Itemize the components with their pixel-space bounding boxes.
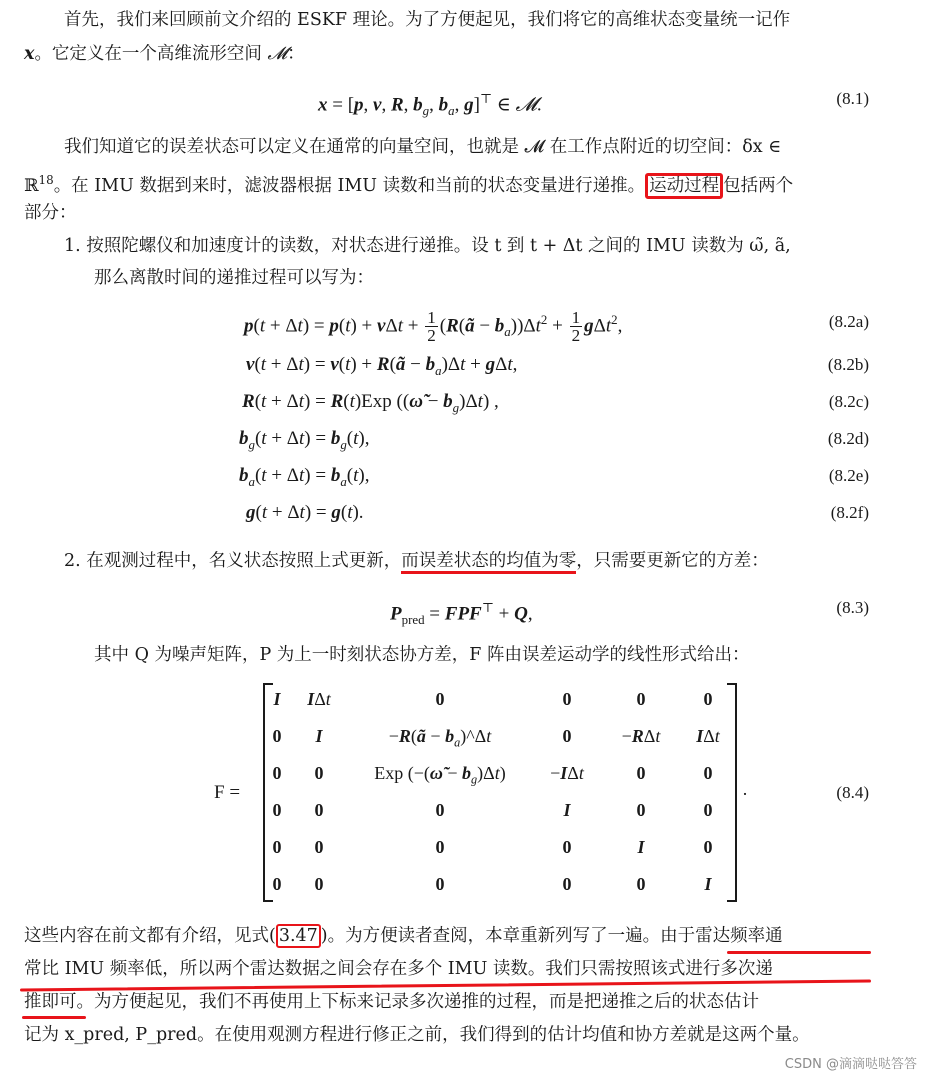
equation-number-8-2c: (8.2c)	[828, 392, 869, 411]
reals-dimension: 18	[38, 173, 54, 187]
item1-line-1: 1. 按照陀螺仪和加速度计的读数，对状态进行递推。设 t 到 t + Δt 之间的 IMU 读数为 ω̃, ã,	[64, 236, 791, 256]
equation-8-2a: p(t + Δt) = p(t) + vΔt + $\frac{1}{2}$ (R(ã − $b_a))\Delta t^2$ + $\frac{1}{2}$ gΔt$^2$,	[244, 307, 623, 346]
final-text-3b: 。为方便起见，我们不再使用上下标来记录多次递推的过程，而是把递推之后的状态估计	[76, 992, 759, 1012]
equation-8-2b: v(t + Δt) = v(t) + R(ã − $b_a)\Delta t + g\Delta t$,	[246, 354, 518, 378]
final-line-2	[24, 955, 869, 983]
equation-number-8-2e: (8.2e)	[828, 466, 869, 485]
equation-number-8-3: (8.3)	[836, 598, 869, 617]
equation-8-3: $P_{pred} = FPF^⊤ + Q$,	[390, 600, 533, 628]
equation-8-2f: g(t + Δt) = g(t).	[246, 502, 364, 523]
equation-8-2e: $b_a(t + \Delta t) = b_a(t)$,	[239, 465, 370, 489]
equation-number-8-2a: (8.2a)	[828, 312, 869, 331]
equation-reference-link[interactable]: 3.47	[276, 924, 321, 948]
equation-number-8-2d: (8.2d)	[827, 429, 869, 448]
final-line-3	[24, 988, 869, 1016]
item1-line-2: 那么离散时间的递推过程可以写为：	[94, 268, 374, 288]
watermark: CSDN @滴滴哒哒答答	[784, 1057, 917, 1072]
underline-3	[22, 1016, 86, 1019]
equation-number-8-2b: (8.2b)	[827, 355, 869, 374]
para2-line-3: 部分：	[24, 203, 77, 223]
para2-text-1: 我们知道它的误差状态可以定义在通常的向量空间，也就是 𝓜 在工作点附近的切空间：δx ∈	[64, 137, 782, 157]
intro-text-1: 首先，我们来回顾前文介绍的 ESKF 理论。为了方便起见，我们将它的高维状态变量统一记作	[64, 10, 791, 30]
equation-number-8-4: (8.4)	[836, 783, 869, 802]
equation-8-1: x = [p, v, R, $b_g$, $b_a$, g]⊤ ∈ 𝓜.	[318, 91, 542, 119]
intro-text-2: 。它定义在一个高维流形空间	[34, 44, 268, 64]
equation-number-8-1: (8.1)	[836, 89, 869, 108]
equation-8-4-lhs: F =	[214, 782, 241, 803]
matrix-right-bracket	[727, 683, 737, 902]
final-text-1c: 由于雷达频率通	[660, 926, 783, 946]
final-text-1b: )。为方便读者查阅，本章重新列写了一遍。	[320, 926, 661, 946]
para2-line-2	[24, 166, 869, 200]
equation-number-8-2f: (8.2f)	[830, 503, 869, 522]
final-text-1a: 这些内容在前文都有介绍，见式(	[24, 926, 276, 946]
motion-process-highlight: 运动过程	[645, 173, 723, 199]
final-line-1	[24, 922, 869, 950]
para3-line: 其中 Q 为噪声矩阵，P 为上一时刻状态协方差，F 阵由误差运动学的线性形式给出：	[94, 645, 750, 665]
para2-text-2: 。在 IMU 数据到来时，滤波器根据 IMU 读数和当前的状态变量进行递推。	[53, 175, 646, 196]
final-text-2: 常比 IMU 频率低，所以两个雷达数据之间会存在多个 IMU 读数。我们只需按照该式进行多次递	[24, 959, 773, 979]
intro-line-2	[24, 40, 869, 68]
intro-text-2-end: ：	[287, 44, 305, 64]
para2-text-2-end: 包括两个	[723, 175, 794, 196]
manifold-symbol: 𝓜	[267, 44, 288, 64]
matrix-left-bracket	[263, 683, 273, 902]
state-symbol-x: x	[24, 44, 35, 64]
para2-line-1	[64, 133, 869, 161]
underline-1	[727, 951, 871, 954]
equation-8-2c: R(t + Δt) = R(t)Exp ((ω̃ − $b_g)\Delta t$) ,	[242, 391, 499, 415]
item2-text-suffix: ，只需要更新它的方差：	[576, 551, 769, 571]
intro-line-1	[64, 6, 869, 34]
reals-symbol: ℝ	[24, 175, 39, 196]
final-text-3a: 推即可	[24, 992, 77, 1012]
item2-text-prefix: 2. 在观测过程中，名义状态按照上式更新，	[64, 551, 402, 571]
item2-line	[64, 547, 869, 575]
zero-mean-highlight: 而误差状态的均值为零	[401, 551, 576, 574]
final-line-4: 记为 x_pred, P_pred。在使用观测方程进行修正之前，我们得到的估计均值和协方差就是这两个量。	[24, 1025, 810, 1045]
equation-8-2d: $b_g(t + \Delta t) = b_g(t)$,	[239, 428, 370, 452]
